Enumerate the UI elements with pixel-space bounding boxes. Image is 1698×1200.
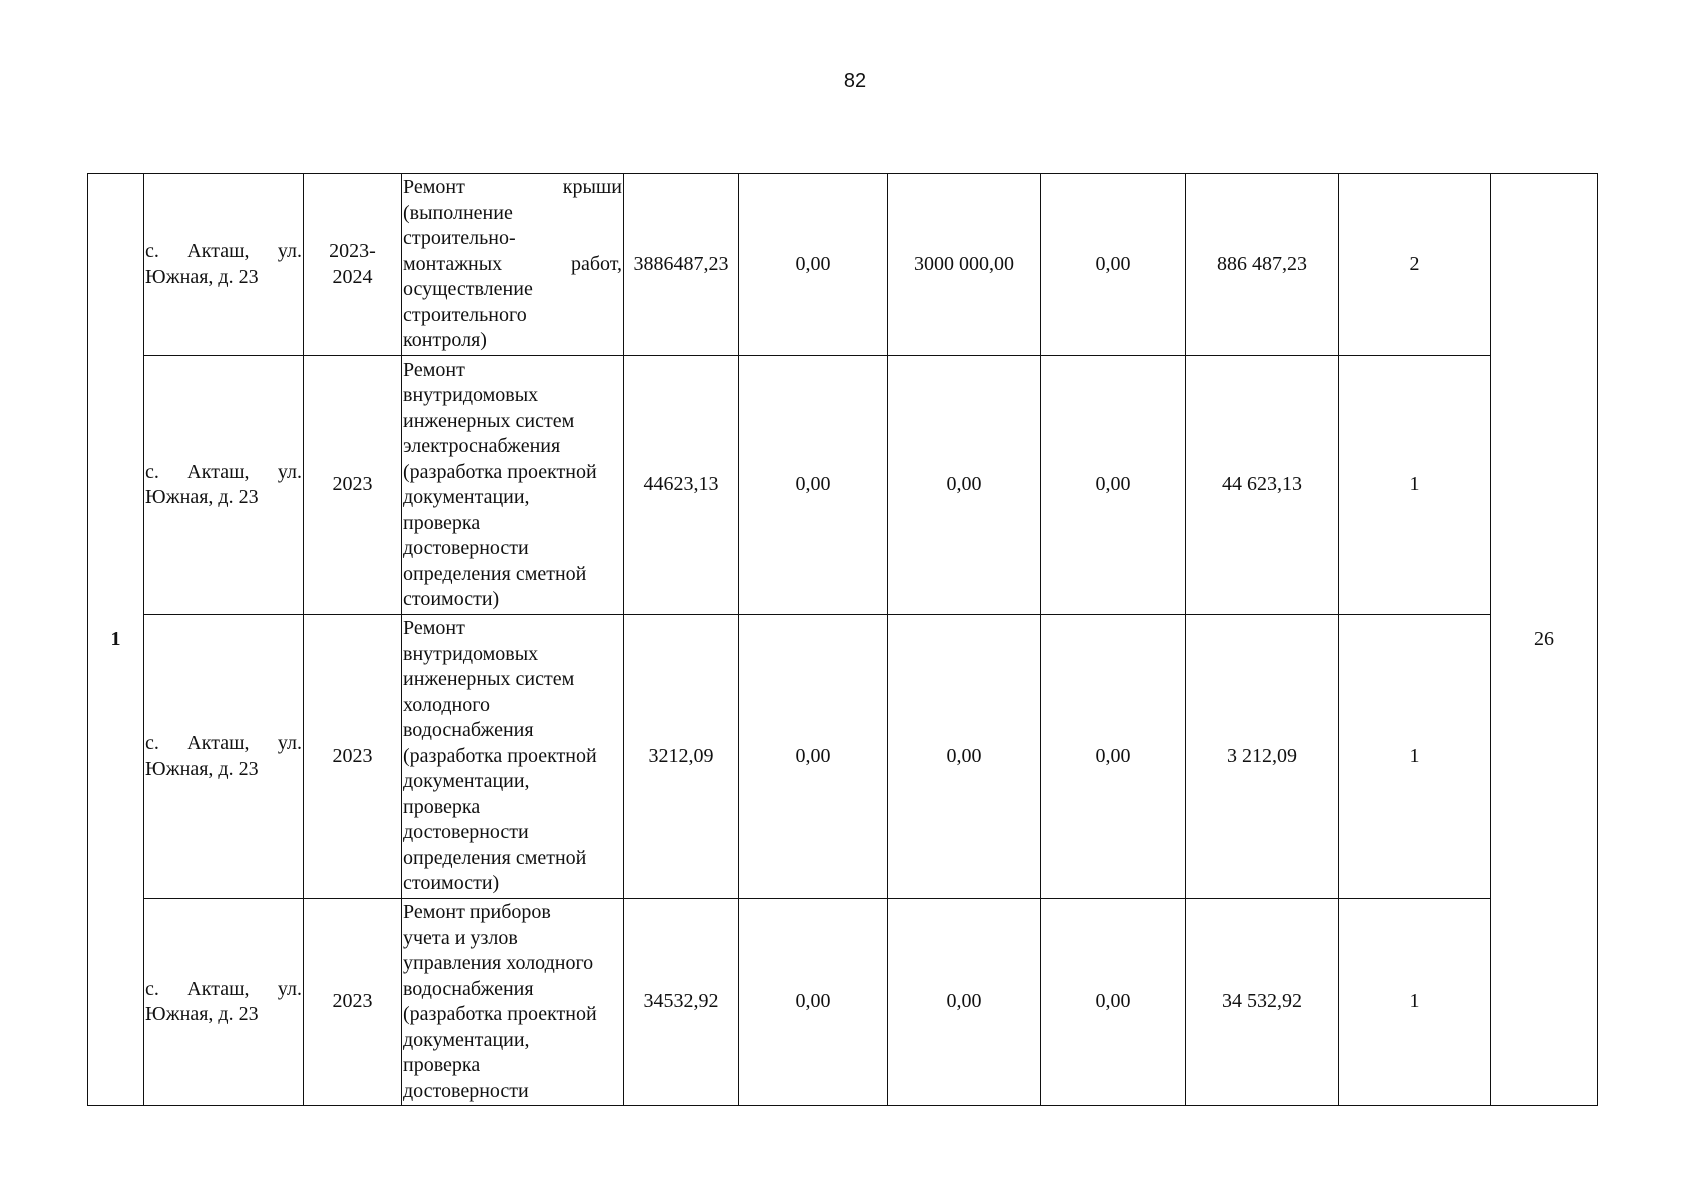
- work-line: внутридомовых: [403, 384, 539, 406]
- table-row: [88, 356, 1598, 615]
- address-line: Южная, д. 23: [145, 1003, 259, 1025]
- work-line: монтажных работ,: [403, 252, 622, 275]
- work-description-cell: [402, 174, 624, 356]
- work-description-cell: [402, 899, 624, 1106]
- address-line: Южная, д. 23: [145, 486, 259, 508]
- year-line: 2023: [332, 473, 373, 496]
- table-row: [88, 615, 1598, 899]
- year-line: 2023: [332, 990, 373, 1013]
- value-cell: 0,00: [1041, 615, 1186, 899]
- cost-cell: 3212,09: [624, 615, 739, 899]
- work-line: инженерных систем: [403, 409, 575, 432]
- value-cell: 886 487,23: [1186, 174, 1339, 356]
- group-number: 1: [88, 174, 144, 1106]
- year-line: 2023: [332, 744, 373, 767]
- year-cell: [304, 356, 402, 615]
- work-line: достоверности: [403, 1079, 529, 1102]
- work-line: холодного: [403, 693, 490, 716]
- year-line: 2024: [332, 265, 373, 288]
- work-line: определения сметной: [403, 562, 587, 585]
- work-line: стоимости): [403, 588, 500, 610]
- work-line: проверка: [403, 511, 481, 534]
- work-line: водоснабжения: [403, 977, 534, 1000]
- table-row: [88, 174, 1598, 356]
- work-line: строительного: [403, 303, 527, 326]
- value-cell: 0,00: [739, 174, 888, 356]
- value-cell: 0,00: [739, 899, 888, 1106]
- work-line: документации,: [403, 486, 530, 508]
- work-line: внутридомовых: [403, 642, 539, 665]
- year-cell: [304, 899, 402, 1106]
- value-cell: 0,00: [1041, 356, 1186, 615]
- address-line: с. Акташ, ул.: [145, 240, 302, 262]
- work-line: управления холодного: [403, 952, 594, 974]
- cost-cell: 3886487,23: [624, 174, 739, 356]
- work-line: Ремонт: [403, 358, 465, 381]
- address-line: с. Акташ, ул.: [145, 732, 302, 754]
- year-cell: [304, 174, 402, 356]
- work-description-cell: [402, 615, 624, 899]
- work-line: документации,: [403, 1028, 530, 1051]
- cost-cell: 44623,13: [624, 356, 739, 615]
- work-line: Ремонт крыши: [403, 176, 622, 199]
- work-line: документации,: [403, 770, 530, 793]
- work-line: (выполнение: [403, 201, 513, 224]
- count-cell: 1: [1339, 899, 1491, 1106]
- work-line: инженерных систем: [403, 668, 575, 691]
- value-cell: 3000 000,00: [888, 174, 1041, 356]
- value-cell: 0,00: [1041, 899, 1186, 1106]
- value-cell: 0,00: [739, 356, 888, 615]
- work-line: (разработка проектной: [403, 744, 597, 767]
- cost-cell: 34532,92: [624, 899, 739, 1106]
- count-cell: 1: [1339, 356, 1491, 615]
- count-cell: 2: [1339, 174, 1491, 356]
- work-line: Ремонт: [403, 617, 465, 640]
- address-cell: [144, 356, 304, 615]
- page-number: 82: [843, 70, 867, 92]
- value-cell: 44 623,13: [1186, 356, 1339, 615]
- work-line: (разработка проектной: [403, 460, 597, 483]
- work-line: учета и узлов: [403, 926, 518, 949]
- value-cell: 0,00: [1041, 174, 1186, 356]
- work-description-cell: [402, 356, 624, 615]
- work-line: проверка: [403, 795, 481, 818]
- work-line: (разработка проектной: [403, 1003, 597, 1025]
- year-line: 2023-: [329, 240, 376, 262]
- table-row: [88, 899, 1598, 1106]
- work-line: осуществление: [403, 278, 533, 301]
- work-line: проверка: [403, 1054, 481, 1076]
- work-line: Ремонт приборов: [403, 901, 551, 923]
- work-line: строительно-: [403, 227, 516, 250]
- work-line: достоверности: [403, 537, 529, 559]
- works-table: [87, 173, 1598, 1106]
- value-cell: 0,00: [739, 615, 888, 899]
- year-cell: [304, 615, 402, 899]
- value-cell: 34 532,92: [1186, 899, 1339, 1106]
- work-line: достоверности: [403, 821, 529, 844]
- value-cell: 0,00: [888, 615, 1041, 899]
- value-cell: 3 212,09: [1186, 615, 1339, 899]
- work-line: электроснабжения: [403, 435, 561, 457]
- work-line: контроля): [403, 329, 487, 352]
- value-cell: 0,00: [888, 356, 1041, 615]
- address-line: Южная, д. 23: [145, 265, 259, 288]
- address-cell: [144, 615, 304, 899]
- work-line: водоснабжения: [403, 719, 534, 742]
- count-cell: 1: [1339, 615, 1491, 899]
- group-total: 26: [1491, 174, 1598, 1106]
- work-line: определения сметной: [403, 846, 587, 869]
- work-line: стоимости): [403, 872, 500, 895]
- address-line: с. Акташ, ул.: [145, 460, 302, 483]
- address-cell: [144, 174, 304, 356]
- address-cell: [144, 899, 304, 1106]
- value-cell: 0,00: [888, 899, 1041, 1106]
- address-line: с. Акташ, ул.: [145, 977, 302, 1000]
- address-line: Южная, д. 23: [145, 757, 259, 780]
